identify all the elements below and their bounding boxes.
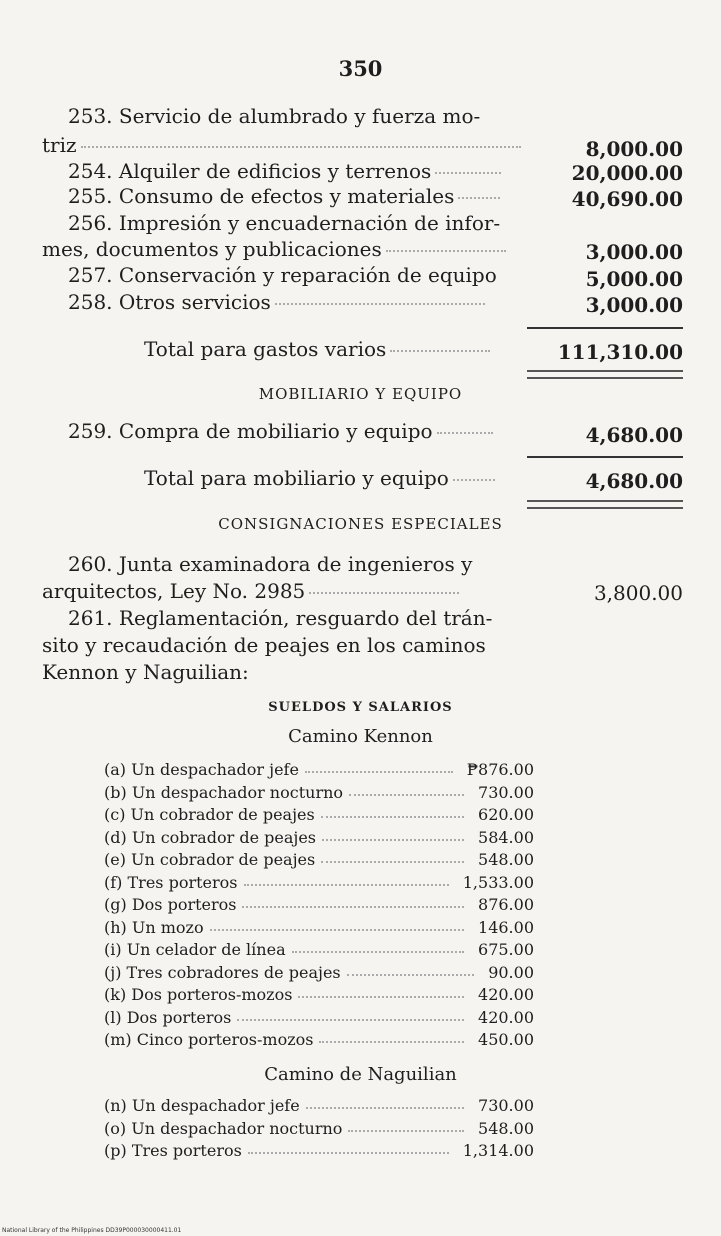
total-mobiliario-label: Total para mobiliario y equipo bbox=[144, 465, 495, 491]
total-double-rule bbox=[527, 370, 683, 379]
item-258-label: 258. Otros servicios bbox=[68, 289, 485, 315]
table-row bbox=[104, 1006, 534, 1030]
table-row bbox=[104, 1028, 534, 1052]
kennon-row-value: 420.00 bbox=[478, 1007, 534, 1027]
kennon-row-label: (k) Dos porteros-mozos bbox=[104, 985, 293, 1004]
kennon-row-label: (l) Dos porteros bbox=[104, 1007, 232, 1027]
item-254-amount: 20,000.00 bbox=[571, 161, 683, 185]
kennon-row-label: (b) Un despachador nocturno bbox=[104, 782, 344, 802]
kennon-row-value: 90.00 bbox=[488, 962, 534, 982]
kennon-row-value: ₱876.00 bbox=[466, 760, 534, 779]
kennon-row-label: (j) Tres cobradores de peajes bbox=[104, 962, 341, 982]
item-258-amount: 3,000.00 bbox=[585, 293, 683, 317]
naguilian-row-label: (p) Tres porteros bbox=[104, 1141, 242, 1160]
item-259-label: 259. Compra de mobiliario y equipo bbox=[68, 418, 493, 444]
footer-credit: National Library of the Philippines DD39P000030000411.01 bbox=[2, 1227, 182, 1234]
kennon-row-value: 420.00 bbox=[478, 985, 534, 1004]
mobiliario-double-rule bbox=[527, 500, 683, 509]
kennon-row-label: (d) Un cobrador de peajes bbox=[104, 827, 317, 847]
kennon-row-label: (a) Un despachador jefe bbox=[104, 760, 299, 779]
table-row bbox=[104, 916, 534, 940]
item-261-line2: sito y recaudación de peajes en los caminos bbox=[42, 633, 486, 657]
kennon-row-value: 675.00 bbox=[478, 940, 534, 959]
leader-dots bbox=[244, 884, 449, 886]
item-253-line1: 253. Servicio de alumbrado y fuerza mo- bbox=[68, 104, 481, 128]
leader-dots bbox=[292, 951, 464, 953]
kennon-row-value: 876.00 bbox=[478, 895, 534, 914]
leader-dots bbox=[347, 974, 475, 976]
kennon-row-value: 730.00 bbox=[478, 782, 534, 802]
total-gastos-label: Total para gastos varios bbox=[144, 336, 490, 362]
kennon-row-value: 620.00 bbox=[478, 805, 534, 824]
sueldos-heading: SUELDOS Y SALARIOS bbox=[268, 700, 453, 715]
table-row bbox=[104, 803, 534, 827]
item-257-amount: 5,000.00 bbox=[585, 267, 683, 291]
naguilian-row-label: (n) Un despachador jefe bbox=[104, 1096, 300, 1115]
table-row bbox=[104, 758, 534, 782]
kennon-title: Camino Kennon bbox=[288, 726, 433, 747]
leader-dots bbox=[348, 1130, 464, 1132]
item-255-label: 255. Consumo de efectos y materiales bbox=[68, 183, 500, 209]
item-257-label: 257. Conservación y reparación de equipo bbox=[68, 263, 497, 287]
consignaciones-heading: CONSIGNACIONES ESPECIALES bbox=[218, 515, 503, 533]
mobiliario-heading: MOBILIARIO Y EQUIPO bbox=[258, 385, 463, 403]
leader-dots bbox=[306, 1107, 464, 1109]
item-256-amount: 3,000.00 bbox=[585, 240, 683, 264]
table-row bbox=[104, 1117, 534, 1141]
leader-dots bbox=[248, 1152, 449, 1154]
kennon-row-label: (c) Un cobrador de peajes bbox=[104, 805, 315, 824]
naguilian-row-value: 548.00 bbox=[478, 1118, 534, 1138]
leader-dots bbox=[321, 816, 464, 818]
leader-dots bbox=[237, 1019, 464, 1021]
table-row bbox=[104, 893, 534, 917]
mobiliario-rule bbox=[527, 456, 683, 458]
total-mobiliario-amount: 4,680.00 bbox=[585, 469, 683, 493]
kennon-row-label: (f) Tres porteros bbox=[104, 872, 238, 892]
kennon-row-label: (i) Un celador de línea bbox=[104, 940, 286, 959]
item-260-line1: 260. Junta examinadora de ingenieros y bbox=[68, 552, 473, 576]
kennon-row-label: (e) Un cobrador de peajes bbox=[104, 850, 316, 869]
kennon-row-value: 450.00 bbox=[478, 1030, 534, 1049]
item-259-amount: 4,680.00 bbox=[585, 423, 683, 447]
kennon-row-value: 584.00 bbox=[478, 827, 534, 847]
item-261-line3: Kennon y Naguilian: bbox=[42, 660, 249, 684]
item-260-line2: arquitectos, Ley No. 2985 bbox=[42, 578, 459, 604]
table-row bbox=[104, 938, 534, 962]
table-row bbox=[104, 826, 534, 850]
item-256-line2: mes, documentos y publicaciones bbox=[42, 236, 506, 262]
leader-dots bbox=[242, 906, 464, 908]
naguilian-row-value: 1,314.00 bbox=[462, 1141, 534, 1160]
table-row bbox=[104, 961, 534, 985]
leader-dots bbox=[210, 929, 464, 931]
subtotal-rule bbox=[527, 327, 683, 329]
kennon-row-label: (m) Cinco porteros-mozos bbox=[104, 1030, 314, 1049]
kennon-row-value: 1,533.00 bbox=[462, 872, 534, 892]
leader-dots bbox=[305, 771, 453, 773]
table-row bbox=[104, 848, 534, 872]
leader-dots bbox=[322, 839, 464, 841]
item-253-amount: 8,000.00 bbox=[585, 137, 683, 161]
item-255-amount: 40,690.00 bbox=[571, 187, 683, 211]
item-254-label: 254. Alquiler de edificios y terrenos bbox=[68, 158, 501, 184]
table-row bbox=[104, 781, 534, 805]
item-261-line1: 261. Reglamentación, resguardo del trán- bbox=[68, 606, 493, 630]
page-number: 350 bbox=[338, 56, 383, 81]
table-row bbox=[104, 1094, 534, 1118]
leader-dots bbox=[321, 861, 464, 863]
naguilian-row-label: (o) Un despachador nocturno bbox=[104, 1118, 343, 1138]
table-row bbox=[104, 1139, 534, 1163]
naguilian-row-value: 730.00 bbox=[478, 1096, 534, 1115]
leader-dots bbox=[298, 996, 464, 998]
leader-dots bbox=[349, 794, 464, 796]
kennon-row-value: 548.00 bbox=[478, 850, 534, 869]
item-256-line1: 256. Impresión y encuadernación de infor- bbox=[68, 211, 501, 235]
item-260-amount: 3,800.00 bbox=[593, 581, 683, 605]
table-row bbox=[104, 871, 534, 895]
leader-dots bbox=[319, 1041, 464, 1043]
total-gastos-amount: 111,310.00 bbox=[557, 340, 683, 364]
kennon-row-label: (g) Dos porteros bbox=[104, 895, 237, 914]
kennon-row-value: 146.00 bbox=[478, 917, 534, 937]
table-row bbox=[104, 983, 534, 1007]
naguilian-title: Camino de Naguilian bbox=[264, 1064, 457, 1085]
kennon-row-label: (h) Un mozo bbox=[104, 917, 204, 937]
item-253-line2: triz bbox=[42, 132, 532, 158]
